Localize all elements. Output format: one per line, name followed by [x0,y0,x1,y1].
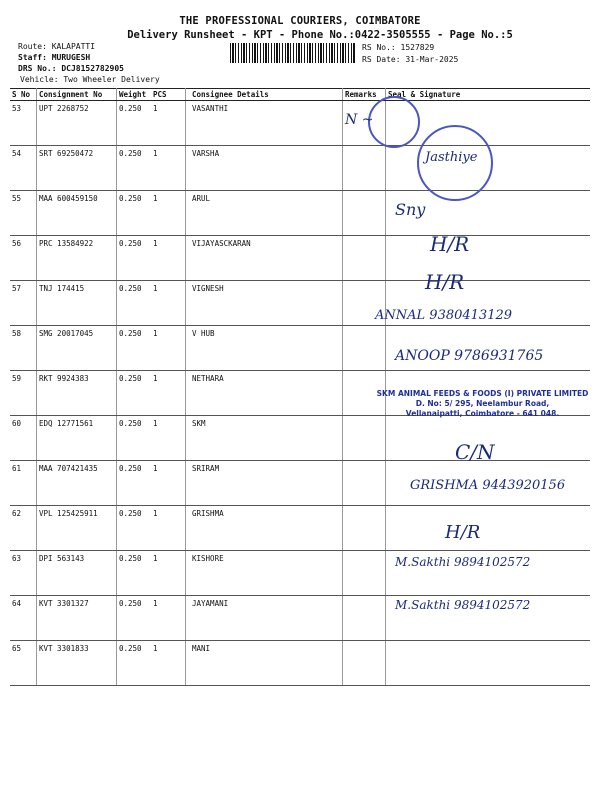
cell-pcs: 1 [151,236,186,281]
cell-consignment: KVT 3301833 [37,641,117,686]
cell-consignee: SKM [186,416,343,461]
cell-seal [386,236,591,281]
table-row [10,236,590,281]
cell-consignment: KVT 3301327 [37,596,117,641]
signature-row-54: Jasthiye [425,150,478,165]
cell-consignee: KISHORE [186,551,343,596]
cell-consignment: RKT 9924383 [37,371,117,416]
cell-sno: 56 [10,236,37,281]
cell-remarks [343,416,386,461]
signature-row-61: C/N [455,440,495,464]
col-consignee: Consignee Details [186,89,343,101]
cell-weight: 0.250 [117,641,152,686]
table-row [10,146,590,191]
signature-row-56: H/R [430,232,470,256]
cell-weight: 0.250 [117,101,152,146]
cell-remarks [343,551,386,596]
vehicle-info: Vehicle: Two Wheeler Delivery [20,75,160,84]
cell-remarks [343,236,386,281]
cell-consignment: SRT 69250472 [37,146,117,191]
cell-weight: 0.250 [117,326,152,371]
cell-pcs: 1 [151,281,186,326]
drs-number: DRS No.: DCJ8152782905 [18,64,124,73]
cell-consignee: MANI [186,641,343,686]
cell-consignee: V HUB [186,326,343,371]
barcode [230,43,355,63]
cell-pcs: 1 [151,551,186,596]
cell-seal [386,506,591,551]
cell-sno: 60 [10,416,37,461]
cell-weight: 0.250 [117,281,152,326]
cell-consignee: JAYAMANI [186,596,343,641]
cell-consignment: MAA 707421435 [37,461,117,506]
delivery-table [10,88,590,686]
cell-sno: 58 [10,326,37,371]
cell-sno: 57 [10,281,37,326]
signature-row-65: M.Sakthi 9894102572 [395,598,531,612]
cell-pcs: 1 [151,506,186,551]
cell-consignment: VPL 125425911 [37,506,117,551]
cell-consignee: VARSHA [186,146,343,191]
route-info: Route: KALAPATTI [18,42,96,51]
cell-consignee: VIGNESH [186,281,343,326]
cell-remarks [343,596,386,641]
cell-consignment: SMG 20017045 [37,326,117,371]
signature-row-63: H/R [445,522,481,543]
cell-sno: 61 [10,461,37,506]
cell-consignee: VIJAYASCKARAN [186,236,343,281]
cell-consignee: ARUL [186,191,343,236]
col-pcs: PCS [151,89,186,101]
seal-stamp-1 [368,96,420,148]
company-title: THE PROFESSIONAL COURIERS, COIMBATORE [179,15,421,27]
cell-remarks [343,326,386,371]
cell-consignment: DPI 563143 [37,551,117,596]
cell-remarks [343,506,386,551]
cell-weight: 0.250 [117,191,152,236]
col-sno: S No [10,89,37,101]
cell-consignee: SRIRAM [186,461,343,506]
cell-pcs: 1 [151,641,186,686]
signature-row-55: Sny [395,200,426,219]
cell-weight: 0.250 [117,146,152,191]
signature-row-62: GRISHMA 9443920156 [410,478,566,493]
signature-row-58: ANNAL 9380413129 [375,308,513,323]
cell-sno: 63 [10,551,37,596]
cell-pcs: 1 [151,191,186,236]
table-row [10,416,590,461]
cell-weight: 0.250 [117,236,152,281]
cell-consignee: GRISHMA [186,506,343,551]
col-weight: Weight [117,89,152,101]
staff-info: Staff: MURUGESH [18,53,91,62]
cell-remarks [343,191,386,236]
cell-pcs: 1 [151,461,186,506]
signature-row-64: M.Sakthi 9894102572 [395,555,531,569]
cell-sno: 54 [10,146,37,191]
col-consignment: Consignment No [37,89,117,101]
table-row [10,101,590,146]
cell-consignment: UPT 2268752 [37,101,117,146]
table-row [10,641,590,686]
skm-company-stamp: SKM ANIMAL FEEDS & FOODS (I) PRIVATE LIMITED D. No: 5/ 295, Neelambur Road, Vellanaipatti, Coimbatore - 641 048. [376,389,589,418]
cell-pcs: 1 [151,101,186,146]
cell-weight: 0.250 [117,371,152,416]
signature-row-57: H/R [425,270,465,294]
col-seal: Seal & Signature [386,89,591,101]
cell-remarks [343,641,386,686]
cell-sno: 53 [10,101,37,146]
cell-pcs: 1 [151,416,186,461]
cell-pcs: 1 [151,596,186,641]
cell-sno: 62 [10,506,37,551]
cell-consignee: VASANTHI [186,101,343,146]
cell-consignment: TNJ 174415 [37,281,117,326]
cell-seal [386,641,591,686]
table-header-row [10,89,590,101]
table-row [10,506,590,551]
cell-weight: 0.250 [117,596,152,641]
cell-sno: 59 [10,371,37,416]
cell-weight: 0.250 [117,461,152,506]
cell-weight: 0.250 [117,506,152,551]
rs-date: RS Date: 31-Mar-2025 [362,55,459,64]
cell-pcs: 1 [151,371,186,416]
cell-consignment: PRC 13584922 [37,236,117,281]
cell-remarks [343,146,386,191]
cell-consignee: NETHARA [186,371,343,416]
cell-weight: 0.250 [117,551,152,596]
cell-weight: 0.250 [117,416,152,461]
signature-row-53: N ~ [345,112,374,128]
cell-pcs: 1 [151,146,186,191]
cell-sno: 65 [10,641,37,686]
table-row [10,191,590,236]
cell-consignment: MAA 600459150 [37,191,117,236]
cell-sno: 55 [10,191,37,236]
signature-row-59: ANOOP 9786931765 [395,348,544,364]
runsheet-subtitle: Delivery Runsheet - KPT - Phone No.:0422-3505555 - Page No.:5 [127,29,513,41]
cell-remarks [343,461,386,506]
cell-pcs: 1 [151,326,186,371]
rs-number: RS No.: 1527829 [362,43,435,52]
cell-sno: 64 [10,596,37,641]
col-remarks: Remarks [343,89,386,101]
cell-consignment: EDQ 12771561 [37,416,117,461]
